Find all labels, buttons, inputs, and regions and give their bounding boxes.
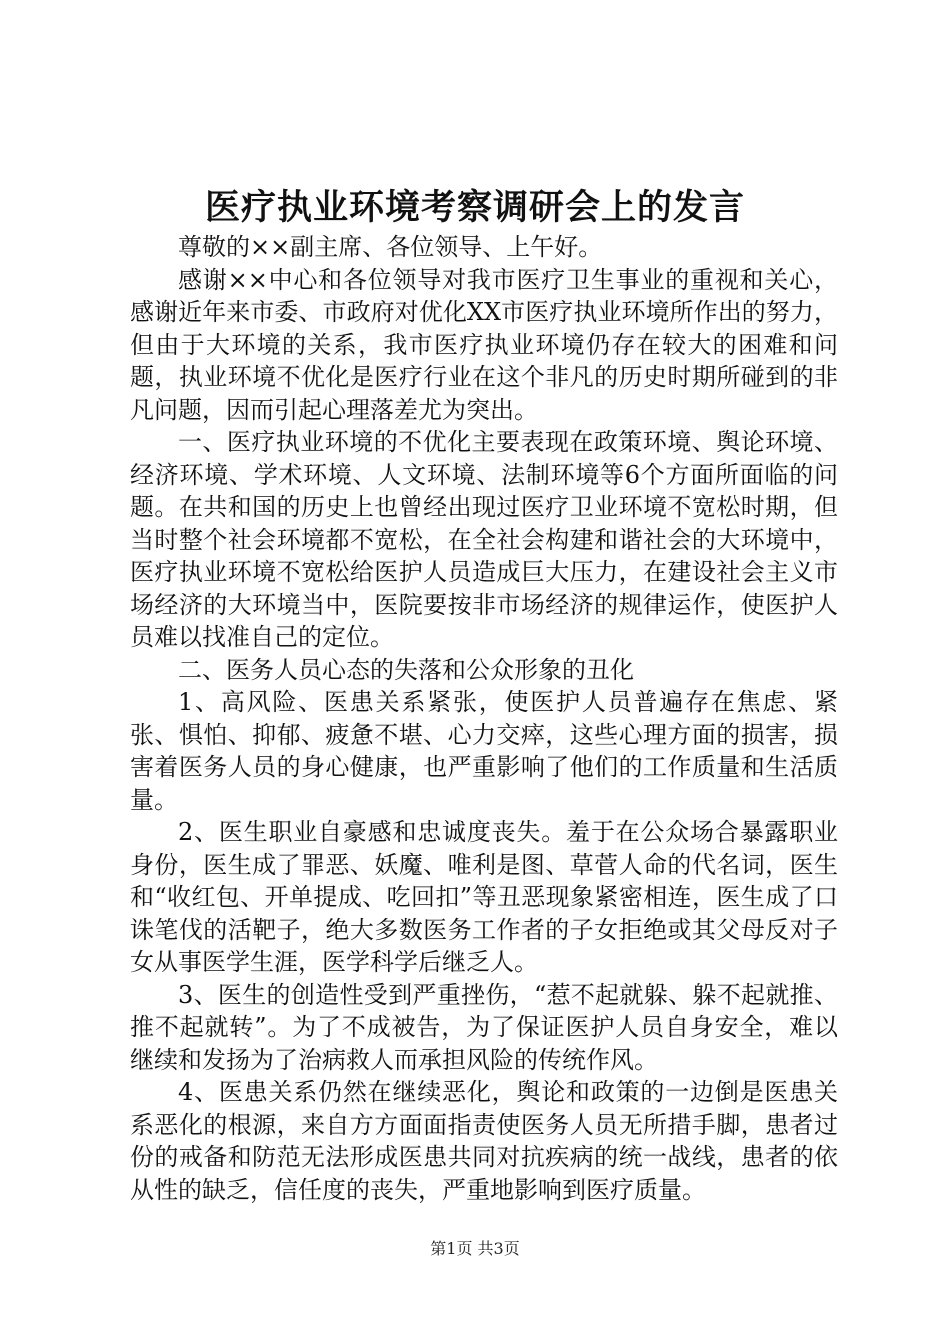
paragraph-section-two-heading: 二、医务人员心态的失落和公众形象的丑化 bbox=[178, 655, 634, 684]
paragraph-greeting: 尊敬的××副主席、各位领导、上午好。 bbox=[178, 233, 603, 261]
paragraph-point-2: 2、医生职业自豪感和忠诚度丧失。羞于在公众场合暴露职业身份，医生成了罪恶、妖魔、唯利是图、草菅人命的代名词，医生和“收红包、开单提成、吃回扣”等丑恶现象紧密相连，医生成了口诛笔伐的活靶子，绝大多数医务工作者的子女拒绝或其父母反对子女从事医学生涯，医学科学后继乏人。 bbox=[130, 818, 838, 976]
paragraph-point-4: 4、医患关系仍然在继续恶化，舆论和政策的一边倒是医患关系恶化的根源，来自方方面面指责使医务人员无所措手脚，患者过份的戒备和防范无法形成医患共同对抗疾病的统一战线，患者的依从性的缺乏，信任度的丧失，严重地影响到医疗质量。 bbox=[130, 1078, 838, 1204]
paragraph-section-one: 一、医疗执业环境的不优化主要表现在政策环境、舆论环境、经济环境、学术环境、人文环境、法制环境等6个方面所面临的问题。在共和国的历史上也曾经出现过医疗卫业环境不宽松时期，但当时整个社会环境都不宽松，在全社会构建和谐社会的大环境中，医疗执业环境不宽松给医护人员造成巨大压力，在建设社会主义市场经济的大环境当中，医院要按非市场经济的规律运作，使医护人员难以找准自己的定位。 bbox=[130, 428, 838, 651]
paragraph-point-3: 3、医生的创造性受到严重挫伤，“惹不起就躲、躲不起就推、推不起就转”。为了不成被告，为了保证医护人员自身安全，难以继续和发扬为了治病救人而承担风险的传统作风。 bbox=[130, 980, 838, 1074]
page-footer: 第1页 共3页 bbox=[430, 1239, 520, 1258]
document-title: 医疗执业环境考察调研会上的发言 bbox=[204, 187, 745, 228]
document-body bbox=[130, 231, 838, 1206]
paragraph-thanks: 感谢××中心和各位领导对我市医疗卫生事业的重视和关心，感谢近年来市委、市政府对优化XX市医疗执业环境所作出的努力，但由于大环境的关系，我市医疗执业环境仍存在较大的困难和问题，执业环境不优化是医疗行业在这个非凡的历史时期所碰到的非凡问题，因而引起心理落差尤为突出。 bbox=[130, 265, 838, 424]
paragraph-point-1: 1、高风险、医患关系紧张，使医护人员普遍存在焦虑、紧张、惧怕、抑郁、疲惫不堪、心力交瘁，这些心理方面的损害，损害着医务人员的身心健康，也严重影响了他们的工作质量和生活质量。 bbox=[130, 688, 838, 814]
